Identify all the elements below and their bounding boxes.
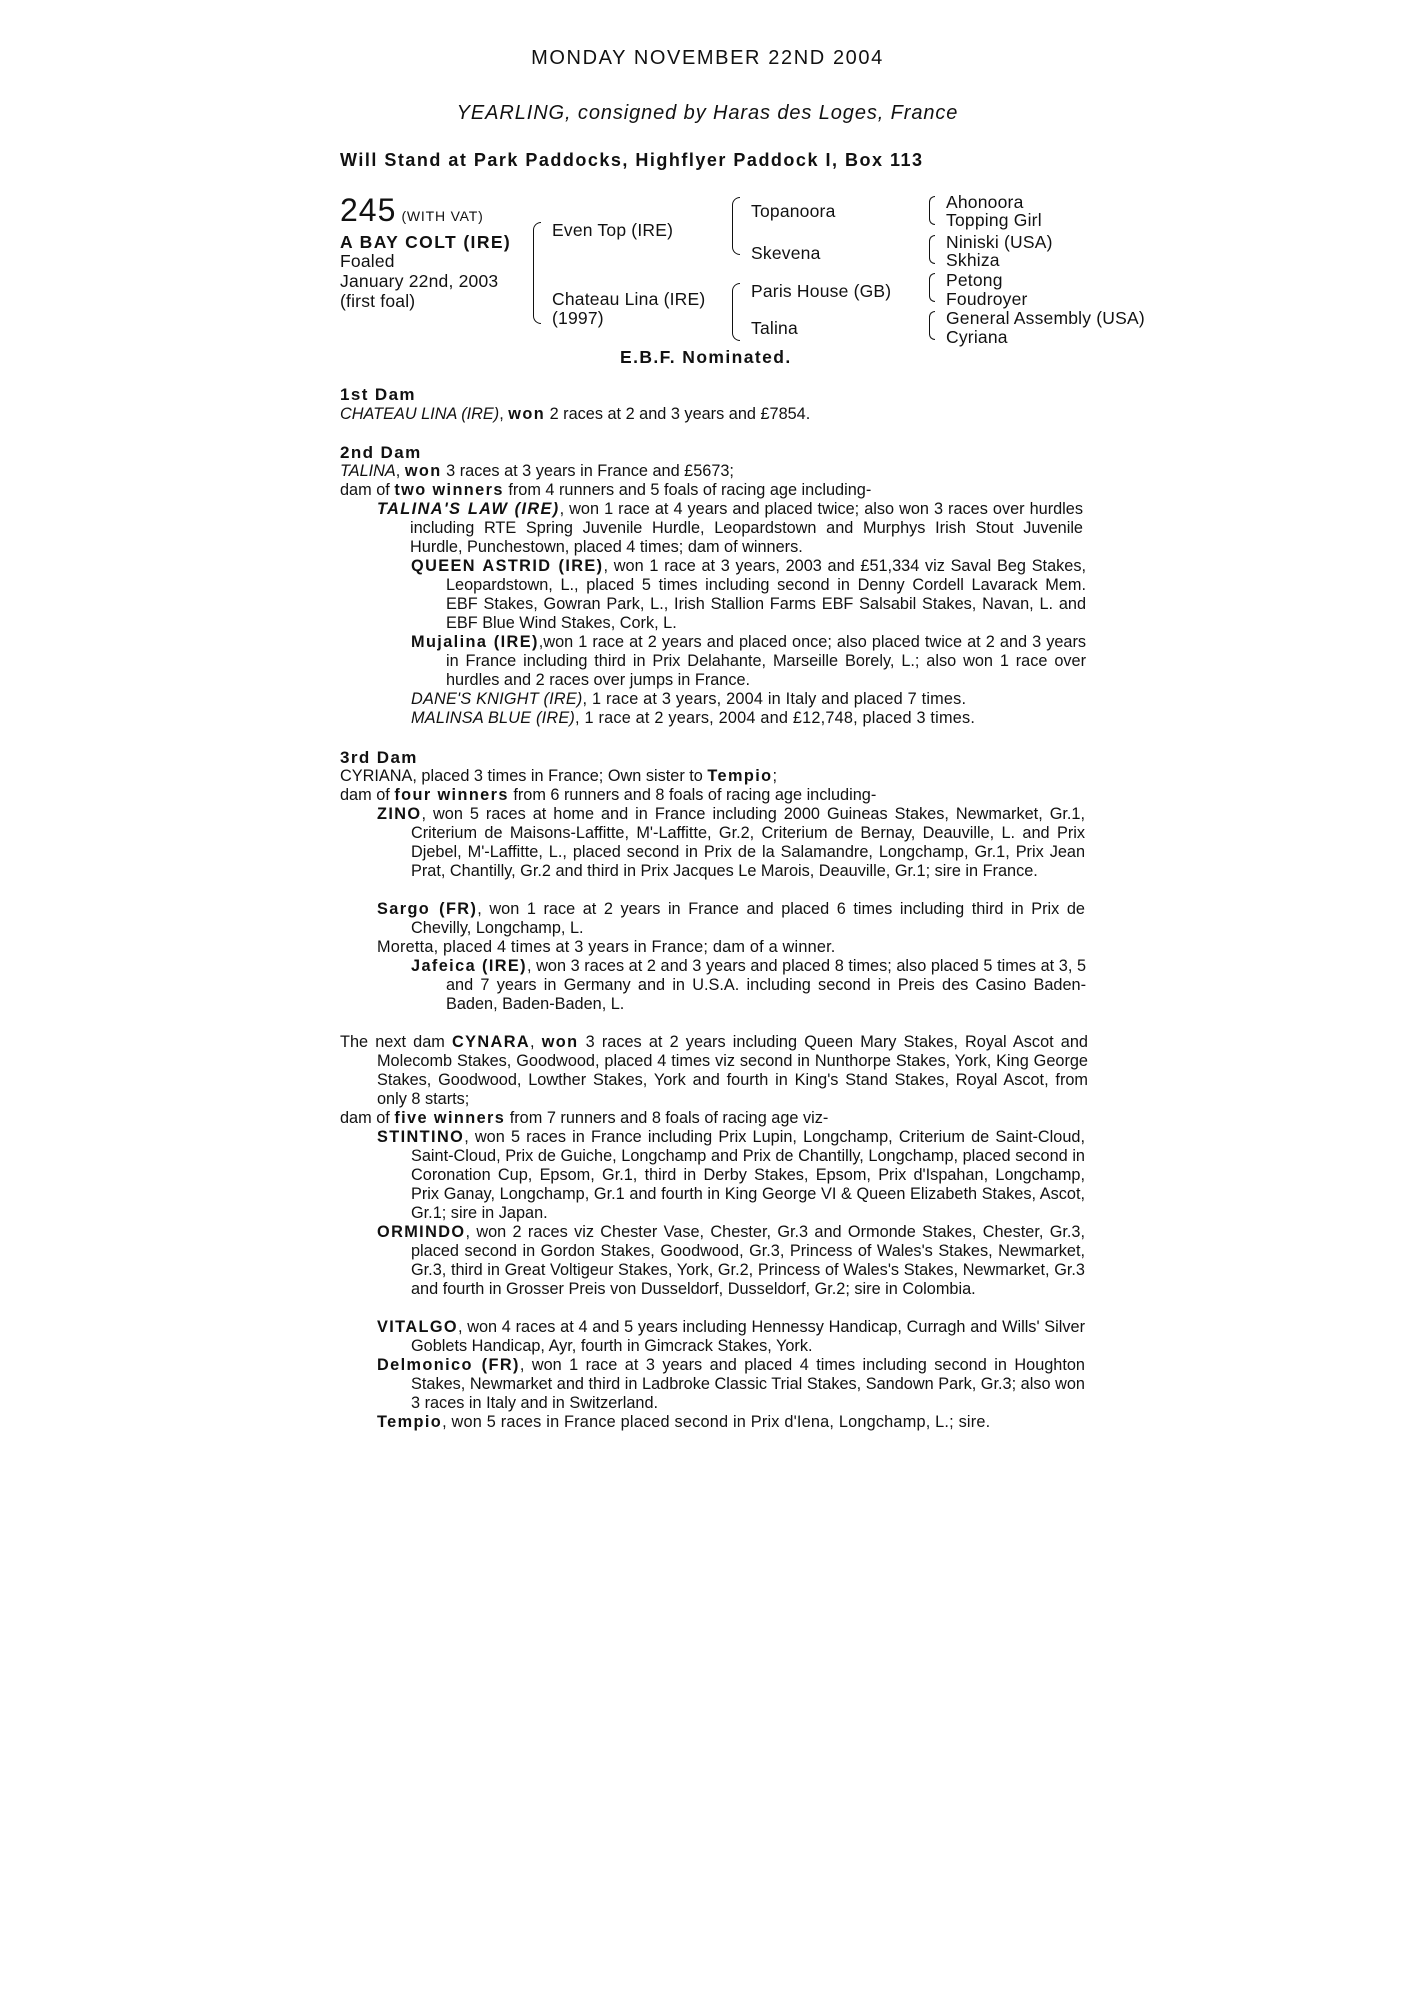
produce-mujalina (411, 633, 1086, 690)
pedigree-sire-sire: Topanoora (751, 201, 836, 221)
produce-stintino (377, 1128, 1085, 1223)
second-dam-won: won (404, 462, 442, 480)
third-dam-record-end: ; (772, 767, 777, 785)
lot-heading (340, 192, 484, 234)
pedigree-g8: Cyriana (946, 327, 1008, 347)
produce-jafeica-text: , won 3 races at 2 and 3 years and placed 8 times; also placed 5 times at 3, 5 and 7 years in Germany and in U.S.A. including second in Preis des Casino Baden-Baden, Baden-Baden, L. (446, 957, 1086, 1013)
third-dam-record-text: CYRIANA, placed 3 times in France; Own sister to (340, 767, 708, 785)
produce-queen-astrid-name: QUEEN ASTRID (IRE) (411, 557, 604, 575)
next-dam-winners: five winners (394, 1109, 506, 1127)
produce-zino-name: ZINO (377, 805, 422, 823)
first-dam-text: CHATEAU LINA (IRE), won 2 races at 2 and 3 years and £7854. (340, 405, 811, 423)
pedigree-dam: Chateau Lina (IRE) (552, 289, 706, 309)
produce-tempio-text: , won 5 races in France placed second in Prix d'Iena, Longchamp, L.; sire. (442, 1413, 991, 1431)
produce-danes-knight (411, 690, 966, 709)
produce-moretta: Moretta, placed 4 times at 3 years in France; dam of a winner. (377, 938, 836, 956)
foaled-label: Foaled (340, 251, 395, 271)
lot-description: A BAY COLT (IRE) (340, 232, 512, 252)
second-dam-record-text: 3 races at 3 years in France and £5673; (441, 462, 734, 480)
pedigree-g6: Foudroyer (946, 289, 1028, 309)
pedigree-g1: Ahonoora (946, 192, 1024, 212)
foaled-date: January 22nd, 2003 (340, 271, 499, 291)
next-dam-produce (340, 1109, 1075, 1128)
next-dam-name: CYNARA (451, 1033, 531, 1051)
produce-delmonico-text: , won 1 race at 3 years and placed 4 times including second in Houghton Stakes, Newmarket and third in Ladbroke Classic Trial Stakes, Sandown Park, Gr.3; also won 3 races in Italy and in Switzerland. (411, 1356, 1085, 1412)
second-dam-produce (340, 481, 1075, 500)
produce-zino-text: , won 5 races at home and in France including 2000 Guineas Stakes, Newmarket, Gr.1, Criterium de Maisons-Laffitte, M'-Laffitte, Gr.2, Criterium de Bernay, Deauville, L. and Prix Djebel, M'-Laffitte, L., placed second in Prix de la Salamandre, Longchamp, Gr.1, Prix Jean Prat, Chantilly, Gr.2 and third in Prix Jacques Le Marois, Deauville, Gr.1; sire in France. (411, 805, 1085, 880)
produce-jafeica (411, 957, 1086, 1014)
produce-queen-astrid (411, 557, 1086, 633)
produce-talinas-law-text: , won 1 race at 4 years and placed twice; also won 3 races over hurdles including RTE Spring Juvenile Hurdle, Leopardstown and Murphys Irish Stout Juvenile Hurdle, Punchestown, placed 4 times; dam of winners. (410, 500, 1083, 556)
produce-tempio-name: Tempio (377, 1413, 443, 1431)
produce-ormindo (377, 1223, 1085, 1299)
produce-danes-knight-text: , 1 race at 3 years, 2004 in Italy and placed 7 times. (582, 690, 967, 708)
ebf-nomination: E.B.F. Nominated. (620, 347, 792, 367)
pedigree-g5: Petong (946, 270, 1003, 290)
third-dam-produce-c: from 6 runners and 8 foals of racing age including- (508, 786, 877, 804)
produce-malinsa-blue-name: MALINSA BLUE (IRE) (411, 709, 576, 727)
third-dam-sister-of: Tempio (707, 767, 773, 785)
sale-date: MONDAY NOVEMBER 22ND 2004 (531, 47, 884, 69)
foal-note: (first foal) (340, 291, 416, 311)
pedigree-g3: Niniski (USA) (946, 232, 1053, 252)
pedigree-brace-g4 (929, 311, 935, 340)
produce-sargo-text: , won 1 race at 2 years in France and placed 6 times including third in Prix de Chevilly, Longchamp, L. (411, 900, 1085, 937)
pedigree-brace-g1 (929, 196, 935, 225)
pedigree-g4: Skhiza (946, 250, 1000, 270)
stand-location: Will Stand at Park Paddocks, Highflyer Paddock I, Box 113 (340, 150, 924, 170)
produce-danes-knight-name: DANE'S KNIGHT (IRE) (411, 690, 583, 708)
next-dam-produce-a: dam of (340, 1109, 395, 1127)
pedigree-g2: Topping Girl (946, 210, 1042, 230)
third-dam-produce-a: dam of (340, 786, 395, 804)
second-dam-produce-a: dam of (340, 481, 395, 499)
third-dam-heading: 3rd Dam (340, 748, 418, 767)
third-dam-winners: four winners (394, 786, 509, 804)
lot-vat-note: (WITH VAT) (401, 208, 484, 224)
produce-vitalgo-name: VITALGO (377, 1318, 458, 1336)
produce-sargo (377, 900, 1085, 938)
lot-number: 245 (340, 192, 397, 228)
pedigree-dam-year: (1997) (552, 308, 604, 328)
second-dam-winners: two winners (394, 481, 504, 499)
produce-stintino-name: STINTINO (377, 1128, 465, 1146)
produce-ormindo-text: , won 2 races viz Chester Vase, Chester, Gr.3 and Ormonde Stakes, Chester, Gr.3, placed second in Gordon Stakes, Goodwood, Gr.3, Princess of Wales's Stakes, Newmarket, Gr.3, third in Great Voltigeur Stakes, York, Gr.2, Princess of Wales's Stakes, Newmarket, Gr.3 and fourth in Grosser Preis von Dusseldorf, Dusseldorf, Gr.2; sire in Colombia. (411, 1223, 1085, 1298)
produce-malinsa-blue (411, 709, 975, 728)
produce-zino (377, 805, 1085, 881)
pedigree-brace-dam (732, 283, 740, 341)
pedigree-dam-sire: Paris House (GB) (751, 281, 892, 301)
next-dam-intro: The next dam (340, 1033, 452, 1051)
second-dam-produce-c: from 4 runners and 5 foals of racing age including- (503, 481, 872, 499)
first-dam-name: CHATEAU LINA (IRE) (340, 405, 500, 423)
produce-sargo-name: Sargo (FR) (377, 900, 478, 918)
produce-mujalina-name: Mujalina (IRE) (411, 633, 539, 651)
second-dam-name: TALINA (340, 462, 396, 480)
produce-vitalgo-text: , won 4 races at 4 and 5 years including Hennessy Handicap, Curragh and Wills' Silver Goblets Handicap, Ayr, fourth in Gimcrack Stakes, York. (411, 1318, 1085, 1355)
next-dam-won: won (541, 1033, 579, 1051)
produce-stintino-text: , won 5 races in France including Prix Lupin, Longchamp, Criterium de Saint-Cloud, Saint-Cloud, Prix de Guiche, Longchamp and Prix de Chantilly, Longchamp, placed second in Coronation Cup, Epsom, Gr.1, third in Derby Stakes, Epsom, Prix d'Ispahan, Longchamp, Prix Ganay, Longchamp, Gr.1 and fourth in King George VI & Queen Elizabeth Stakes, Ascot, Gr.1; sire in Japan. (411, 1128, 1085, 1222)
pedigree-dam-dam: Talina (751, 318, 798, 338)
produce-delmonico (377, 1356, 1085, 1413)
produce-tempio (377, 1413, 990, 1432)
produce-ormindo-name: ORMINDO (377, 1223, 466, 1241)
next-dam-record-text: 3 races at 2 years including Queen Mary Stakes, Royal Ascot and Molecomb Stakes, Goodwood, placed 4 times viz second in Nunthorpe Stakes, York, King George Stakes, Goodwood, Lowther Stakes, York and fourth in King's Stand Stakes, Royal Ascot, from only 8 starts; (377, 1033, 1088, 1108)
next-dam-produce-c: from 7 runners and 8 foals of racing age viz- (505, 1109, 829, 1127)
pedigree-brace-sire (732, 197, 740, 255)
next-dam-cynara: The next dam CYNARA, won 3 races at 2 years including Queen Mary Stakes, Royal Ascot and Molecomb Stakes, Goodwood, placed 4 times viz second in Nunthorpe Stakes, York, King George Stakes, Goodwood, Lowther Stakes, York and fourth in King's Stand Stakes, Royal Ascot, from only 8 starts; (340, 1033, 1088, 1108)
second-dam-record: TALINA, won 3 races at 3 years in France and £5673; (340, 462, 734, 480)
produce-vitalgo (377, 1318, 1085, 1356)
pedigree-brace-g2 (929, 235, 935, 264)
produce-malinsa-blue-text: , 1 race at 2 years, 2004 and £12,748, placed 3 times. (575, 709, 976, 727)
first-dam-won: won (508, 405, 546, 423)
produce-mujalina-text: ,won 1 race at 2 years and placed once; also placed twice at 2 and 3 years in France including third in Prix Delahante, Marseille Borely, L.; also won 1 race over hurdles and 2 races over jumps in France. (446, 633, 1087, 689)
pedigree-sire: Even Top (IRE) (552, 220, 674, 240)
pedigree-brace-main (533, 222, 541, 324)
first-dam-record: 2 races at 2 and 3 years and £7854. (545, 405, 811, 423)
first-dam-heading: 1st Dam (340, 385, 416, 404)
pedigree-brace-g3 (929, 273, 935, 302)
produce-queen-astrid-text: , won 1 race at 3 years, 2003 and £51,334 viz Saval Beg Stakes, Leopardstown, L., placed 5 times including second in Denny Cordell Lavarack Mem. EBF Stakes, Gowran Park, L., Irish Stallion Farms EBF Salsabil Stakes, Navan, L. and EBF Blue Wind Stakes, Cork, L. (446, 557, 1086, 632)
consignment-line: YEARLING, consigned by Haras des Loges, France (456, 102, 959, 124)
produce-jafeica-name: Jafeica (IRE) (411, 957, 528, 975)
pedigree-sire-dam: Skevena (751, 243, 821, 263)
produce-delmonico-name: Delmonico (FR) (377, 1356, 520, 1374)
third-dam-produce (340, 786, 1075, 805)
second-dam-heading: 2nd Dam (340, 443, 422, 462)
pedigree-g7: General Assembly (USA) (946, 308, 1145, 328)
produce-talinas-law-name: TALINA'S LAW (IRE) (377, 500, 560, 518)
third-dam-record (340, 767, 1075, 786)
produce-talinas-law (377, 500, 1083, 557)
